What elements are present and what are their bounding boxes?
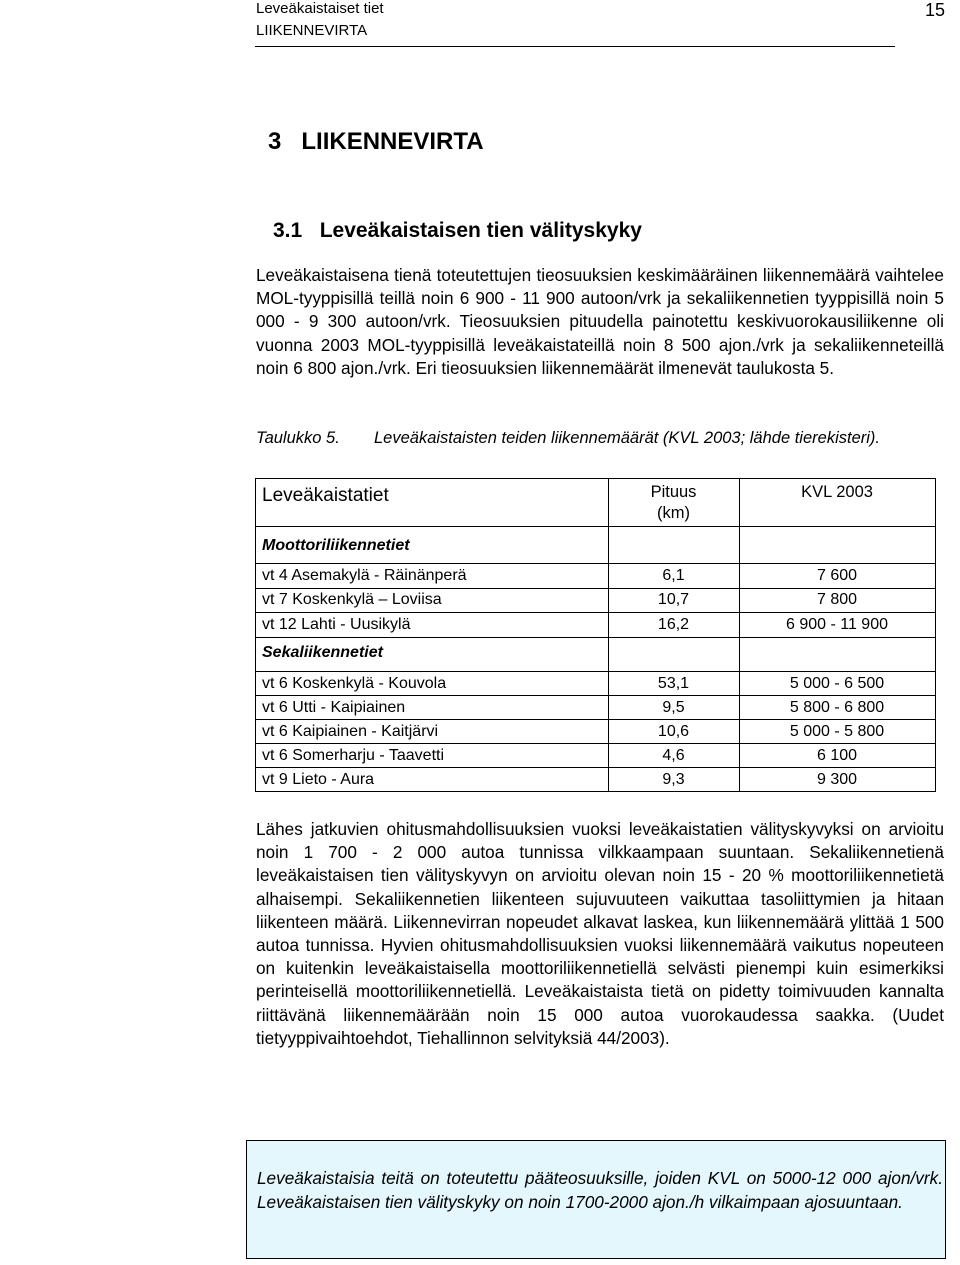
- table-row-divider: [256, 563, 935, 564]
- table-row-length: 16,2: [657, 616, 690, 633]
- table-row-kvl: 7 800: [816, 591, 858, 608]
- intro-paragraph: Leveäkaistaisena tienä toteutettujen tieosuuksien keskimääräinen liikennemäärä vaihtelee MOL-tyyppisillä teillä noin 6 900 - 11 900 autoon/vrk ja sekaliikennetien tyyppisillä noin 5 000 - 9 300 autoon/vrk. Tieosuuksien pituudella painotettu keskivuorokausiliikenne oli vuonna 2003 MOL-tyyppisillä leveäkaistateillä noin 8 500 ajon./vrk ja sekaliikenneteillä noin 6 800 ajon./vrk. Eri tieosuuksien liikennemäärät ilmenevät taulukosta 5.: [256, 265, 944, 378]
- table-row-divider: [256, 767, 935, 768]
- subsection-heading: [273, 219, 642, 243]
- table-row-kvl: 5 000 - 5 800: [789, 723, 885, 740]
- header-kvl: KVL 2003: [801, 483, 873, 501]
- traffic-volume-table: [255, 478, 936, 792]
- header-road: Leveäkaistatiet: [262, 485, 389, 506]
- table-caption-text: Leveäkaistaisten teiden liikennemäärät (KVL 2003; lähde tierekisteri).: [374, 429, 880, 447]
- table-row-road: vt 6 Utti - Kaipiainen: [262, 699, 406, 716]
- running-header-title: Leveäkaistaiset tiet: [256, 0, 384, 17]
- table-row-divider: [256, 695, 935, 696]
- table-caption: [256, 429, 880, 448]
- table-row-length: 10,7: [657, 591, 690, 608]
- table-row-length: 53,1: [657, 675, 690, 692]
- table-row-divider: [256, 588, 935, 589]
- section-title: LIIKENNEVIRTA: [301, 128, 484, 155]
- section-number: 3: [268, 128, 282, 155]
- table-row-road: vt 9 Lieto - Aura: [262, 771, 375, 788]
- table-row-divider: [256, 743, 935, 744]
- table-row-length: 9,5: [662, 699, 685, 716]
- table-row-kvl: 6 100: [816, 747, 858, 764]
- subsection-title: Leveäkaistaisen tien välityskyky: [319, 219, 642, 242]
- table-row-kvl: 7 600: [816, 567, 858, 584]
- table-row-divider: [256, 671, 935, 672]
- group-heading-mixed-roads: Sekaliikennetiet: [262, 644, 383, 661]
- header-rule: [255, 46, 895, 47]
- table-row-road: vt 6 Koskenkylä - Kouvola: [262, 675, 447, 692]
- section-heading: [268, 128, 484, 156]
- table-row-length: 4,6: [662, 747, 685, 764]
- group-heading-motor-roads: Moottoriliikennetiet: [262, 537, 410, 554]
- table-row-road: vt 4 Asemakylä - Räinänperä: [262, 567, 467, 584]
- table-row-road: vt 7 Koskenkylä – Loviisa: [262, 591, 442, 608]
- table-caption-label: Taulukko 5.: [256, 429, 340, 447]
- page-number: 15: [925, 0, 946, 20]
- running-header-chapter: LIIKENNEVIRTA: [256, 22, 368, 39]
- table-row-divider: [256, 719, 935, 720]
- summary-box-text: Leveäkaistaisia teitä on toteutettu pääteosuuksille, joiden KVL on 5000-12 000 ajon/vrk. Leveäkaistaisen tien välityskyky on noin 1700-2000 ajon./h vilkaimpaan ajosuuntaan.: [257, 1168, 943, 1212]
- table-row-divider: [256, 612, 935, 613]
- table-row-divider: [256, 526, 935, 527]
- table-row-road: vt 12 Lahti - Uusikylä: [262, 616, 411, 633]
- table-row-divider: [256, 637, 935, 638]
- table-row-kvl: 5 000 - 6 500: [789, 675, 885, 692]
- table-row-length: 10,6: [657, 723, 690, 740]
- summary-box: [246, 1140, 946, 1259]
- table-row-kvl: 9 300: [816, 771, 858, 788]
- header-length-unit: (km): [657, 504, 690, 522]
- table-row-length: 9,3: [662, 771, 685, 788]
- table-row-kvl: 6 900 - 11 900: [785, 616, 888, 633]
- table-row-kvl: 5 800 - 6 800: [789, 699, 885, 716]
- subsection-number: 3.1: [273, 219, 303, 242]
- capacity-paragraph: Lähes jatkuvien ohitusmahdollisuuksien vuoksi leveäkaistatien välityskyvyksi on arvioitu noin 1 700 - 2 000 autoa tunnissa vilkkaampaan suuntaan. Sekaliikennetienä leveäkaistaisen tien välityskyvyn on arvioitu olevan noin 15 - 20 % moottoriliikennetietä alhaisempi. Sekaliikennetien liikenteen sujuvuuteen vaikuttaa tasoliittymien ja hitaan liikenteen määrä. Liikennevirran nopeudet alkavat laskea, kun liikennemäärä ylittää 1 500 autoa tunnissa. Hyvien ohitusmahdollisuuksien vuoksi liikennemäärä vaikutus nopeuteen on kuitenkin leveäkaistaisella moottoriliikennetiellä selvästi pienempi kuin esimerkiksi perinteisellä moottoriliikennetiellä. Leveäkaistaista tietä on pidetty toimivuuden kannalta riittävänä liikennemäärään noin 15 000 autoa vuorokaudessa saakka. (Uudet tietyyppivaihtoehdot, Tiehallinnon selvityksiä 44/2003).: [256, 819, 944, 1048]
- table-row-road: vt 6 Kaipiainen - Kaitjärvi: [262, 723, 439, 740]
- header-length: Pituus: [650, 483, 697, 501]
- table-row-length: 6,1: [662, 567, 685, 584]
- table-row-road: vt 6 Somerharju - Taavetti: [262, 747, 445, 764]
